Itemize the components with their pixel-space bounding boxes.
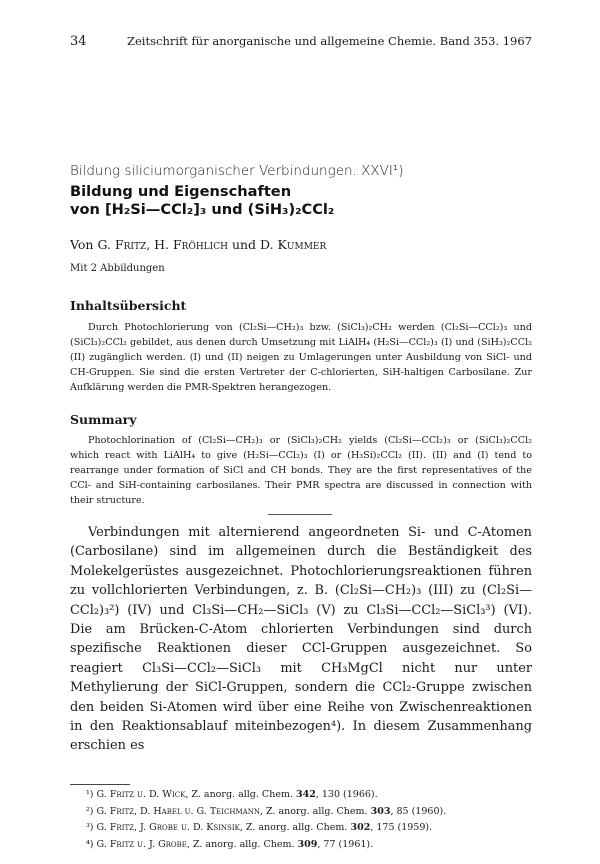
footnote: ²) G. Fritz, D. Habel u. G. Teichmann, Z. anorg. allg. Chem. 303, 85 (1960). [86, 805, 447, 817]
page-number: 34 [70, 34, 87, 49]
summary-text: Photochlorination of (Cl₂Si—CH₂)₃ or (SiCl₃)₂CH₂ yields (Cl₂Si—CCl₂)₃ or (SiCl₃)₂CCl₂ which react with LiAlH₄ to give (H₂Si—CCl₂)₃ (I) or (H₃Si)₂CCl₂ (II). (II) and (I) tend to rearrange under formation of SiCl and CH bonds. They are the first representatives of the CCl- and SiH-containing carbosilanes. Their PMR spectra are discussed in connection with their structure. [70, 435, 532, 506]
article-title [70, 183, 334, 219]
author-3: D. Kummer [260, 237, 327, 252]
figures-note: Mit 2 Abbildungen [70, 263, 165, 274]
article-title-line-2: von [H₂Si—CCl₂]₃ und (SiH₃)₂CCl₂ [70, 201, 335, 218]
inhaltsuebersicht-heading: Inhaltsübersicht [70, 298, 187, 313]
footnote: ¹) G. Fritz u. D. Wick, Z. anorg. allg. Chem. 342, 130 (1966). [86, 789, 378, 800]
body-paragraph: Verbindungen mit alternierend angeordneten Si- und C-Atomen (Carbosilane) sind im allgemeinen durch die Beständigkeit des Molekelgerüstes ausgezeichnet. Photochlorierungsreaktionen führen zu vollchlorierten Verbindungen, z. B. (Cl₂Si—CH₂)₃ (III) zu (Cl₂Si—CCl₂)₃²) (IV) und Cl₃Si—CH₂—SiCl₃ (V) zu Cl₃Si—CCl₂—SiCl₃³) (VI). Die am Brücken-C-Atom chlorierten Verbindungen sind durch spezifische Reaktionen dieser CCl-Gruppen ausgezeichnet. So reagiert Cl₃Si—CCl₂—SiCl₃ mit CH₃MgCl nicht nur unter Methylierung der SiCl-Gruppen, sondern die CCl₂-Gruppe zwischen den beiden Si-Atomen wird über eine Reihe von Zwischenreaktionen in den Reaktionsablauf miteinbezogen⁴). In diesem Zusammenhang erschien es [70, 525, 532, 754]
footnote: ⁴) G. Fritz u. J. Grobe, Z. anorg. allg. Chem. 309, 77 (1961). [86, 838, 374, 850]
author-line: Von G. Fritz, H. Fröhlich und D. Kummer [70, 237, 327, 252]
author-2: H. Fröhlich [154, 237, 228, 252]
series-title: Bildung siliciumorganischer Verbindungen. XXVI¹) [70, 163, 404, 179]
footnote: ³) G. Fritz, J. Grobe u. D. Ksinsik, Z. anorg. allg. Chem. 302, 175 (1959). [86, 822, 433, 833]
summary-heading: Summary [70, 412, 137, 427]
inhaltsuebersicht-text: Durch Photochlorierung von (Cl₂Si—CH₂)₃ bzw. (SiCl₃)₂CH₂ werden (Cl₂Si—CCl₂)₃ und (SiCl₃)₂CCl₂ gebildet, aus denen durch Umsetzung mit LiAlH₄ (H₂Si—CCl₂)₃ (I) und (SiH₃)₂CCl₂ (II) zugänglich werden. (I) und (II) neigen zu Umlagerungen unter Ausbildung von SiCl- und CH-Gruppen. Sie sind die ersten Vertreter der C-chlorierten, SiH-haltigen Carbosilane. Zur Aufklärung werden die PMR-Spektren herangezogen. [70, 322, 532, 393]
section-separator [268, 514, 332, 515]
running-head [70, 34, 532, 49]
footnote-rule [70, 784, 130, 785]
authors-prefix: Von [70, 237, 94, 252]
footnotes-list [86, 787, 532, 853]
article-title-line-1: Bildung und Eigenschaften [70, 183, 292, 200]
journal-title: Zeitschrift für anorganische und allgemeine Chemie. Band 353. 1967 [127, 34, 532, 48]
author-1: G. Fritz [97, 237, 147, 252]
authors-conjunction: und [231, 237, 257, 252]
